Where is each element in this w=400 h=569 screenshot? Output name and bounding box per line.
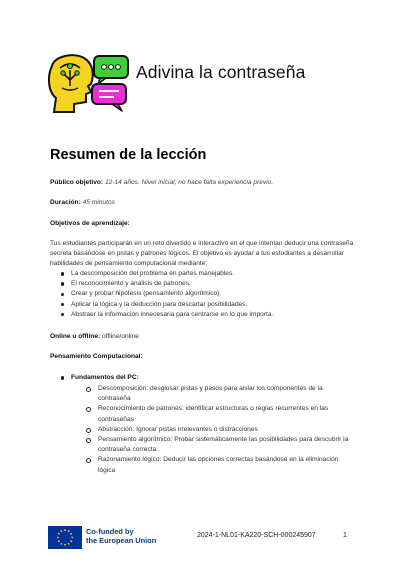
eu-cofunded-text	[86, 527, 156, 546]
list-item: Reconocimiento de patrones: identificar estructuras o reglas recurrentes en las contraseñas	[84, 404, 356, 424]
ct-fundamentals-label: Fundamentos del PC:	[71, 374, 139, 381]
list-item: Abstracción: Ignorar pistas irrelevantes o distracciones	[84, 425, 356, 435]
list-item: Descomposición: desglosar pistas y pasos para aislar los componentes de la contraseña	[84, 384, 356, 404]
objectives-label: Objetivos de aprendizaje:	[50, 220, 130, 227]
eu-flag-icon	[48, 526, 82, 549]
mode-line	[50, 332, 360, 342]
page-title: Adivina la contraseña	[136, 62, 306, 82]
audience-line	[50, 178, 360, 188]
eu-line-1: Co-funded by	[86, 527, 134, 536]
ct-list	[58, 373, 358, 383]
mode-value: offline/online	[102, 333, 139, 340]
duration-value: 45 minutos	[82, 199, 115, 206]
list-item: La descomposición del problema en partes manejables.	[58, 269, 358, 279]
ct-sublist	[84, 384, 356, 476]
page-number: 1	[343, 532, 347, 539]
duration-line	[50, 198, 360, 208]
objectives-list	[58, 269, 358, 320]
list-item	[58, 373, 358, 383]
audience-value: 12-14 años. Nivel inicial, no hace falta experiencia previo.	[104, 179, 274, 186]
eu-line-2: the European Union	[86, 536, 157, 546]
section-heading: Resumen de la lección	[50, 147, 207, 163]
header	[44, 52, 364, 114]
list-item: Crear y probar hipótesis (pensamiento algorítmico).	[58, 289, 358, 299]
duration-label: Duración:	[50, 199, 81, 206]
logo-icon	[44, 52, 132, 114]
list-item: Aplicar la lógica y la deducción para descartar posibilidades.	[58, 300, 358, 310]
project-code: 2024-1-NL01-KA220-SCH-000245907	[197, 532, 316, 539]
list-item: Razonamiento lógico: Deducir las opciones correctas basándose en la eliminación lógica	[84, 455, 356, 475]
list-item: Abstraer la información innecesaria para centrarse en lo que importa.	[58, 310, 358, 320]
list-item: El reconocimiento y análisis de patrones.	[58, 279, 358, 289]
list-item: Pensamiento algorítmico: Probar sistemáticamente las posibilidades para descubrir la contraseña correcta	[84, 435, 356, 455]
objectives-intro: Tus estudiantes participarán en un reto divertido e interactivo en el que intentan deducir una contraseña secreta basándose en pistas y patrones lógicos. El objetivo es ayudar a tus estudiantes a desarrollar habilidades de pensamiento computacional mediante:	[50, 240, 354, 268]
ct-label: Pensamiento Computacional:	[50, 353, 143, 360]
audience-label: Público objetivo:	[50, 179, 104, 186]
mode-label: Online u offline:	[50, 333, 101, 340]
